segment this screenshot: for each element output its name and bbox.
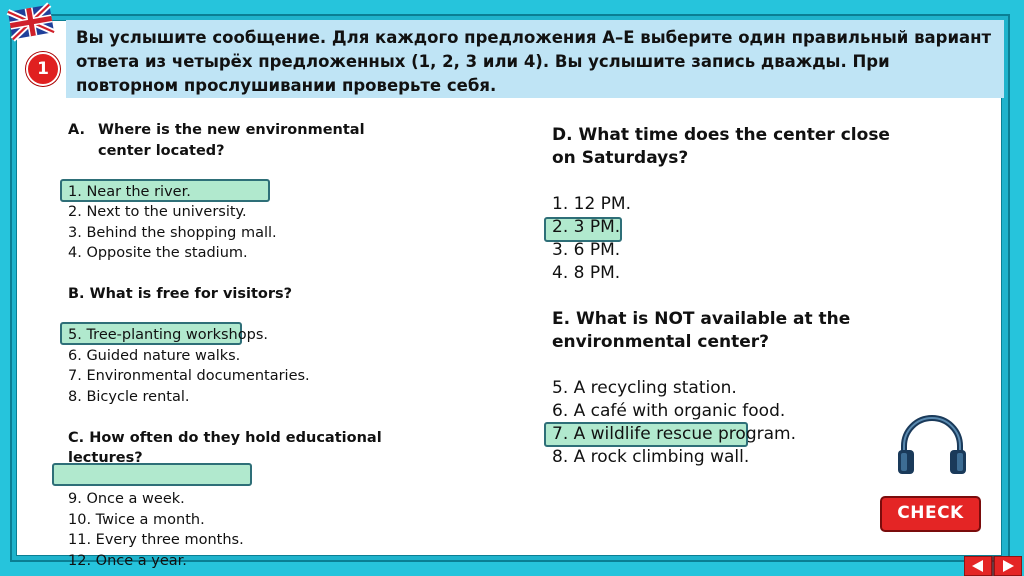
question-c-line1: C. How often do they hold educational	[68, 429, 382, 446]
option-a-2[interactable]: 2. Next to the university.	[68, 204, 247, 220]
option-c-9[interactable]: 9. Once a week.	[68, 491, 185, 507]
option-e-6[interactable]: 6. A café with organic food.	[552, 401, 786, 421]
question-a	[68, 120, 468, 161]
question-e-line2: environmental center?	[552, 332, 770, 352]
question-a-line1: Where is the new environmental	[98, 122, 365, 138]
option-e-7[interactable]: 7. A wildlife rescue program.	[552, 424, 796, 444]
option-e-5[interactable]: 5. A recycling station.	[552, 378, 737, 398]
option-a-1[interactable]: 1. Near the river.	[68, 183, 191, 200]
question-a-letter: A.	[68, 122, 85, 138]
option-d-4[interactable]: 4. 8 PM.	[552, 263, 621, 283]
right-column	[552, 124, 952, 469]
task-number-badge: 1	[26, 52, 60, 86]
option-d-1[interactable]: 1. 12 PM.	[552, 194, 631, 214]
option-d-2[interactable]: 2. 3 PM.	[552, 217, 621, 237]
option-b-8[interactable]: 8. Bicycle rental.	[68, 388, 190, 405]
question-c-line2: lectures?	[68, 450, 143, 466]
question-e-line1: E. What is NOT available at the	[552, 309, 851, 329]
option-d-3[interactable]: 3. 6 PM.	[552, 240, 621, 260]
option-b-5[interactable]: 5. Tree-planting workshops.	[68, 327, 268, 343]
question-a-text	[98, 120, 365, 161]
instruction-header: Вы услышите сообщение. Для каждого предложения А–Е выберите один правильный вариант ответа из четырёх предложенных (1, 2, 3 или 4). Вы услышите запись дважды. При повторном прослушивании проверьте себя.	[66, 20, 1004, 98]
option-b-7[interactable]: 7. Environmental documentaries.	[68, 368, 310, 384]
question-d-line2: on Saturdays?	[552, 148, 689, 168]
option-b-6[interactable]: 6. Guided nature walks.	[68, 347, 241, 364]
option-a-4[interactable]: 4. Opposite the stadium.	[68, 245, 248, 261]
question-b: B. What is free for visitors?	[68, 286, 293, 302]
option-a-3[interactable]: 3. Behind the shopping mall.	[68, 224, 277, 241]
option-c-11[interactable]: 11. Every three months.	[68, 532, 244, 548]
option-c-12[interactable]: 12. Once a year.	[68, 552, 187, 569]
check-button[interactable]: CHECK	[880, 496, 981, 532]
uk-flag-icon	[6, 2, 56, 42]
navigation-arrows	[964, 556, 1022, 576]
headphones-icon[interactable]	[894, 412, 970, 478]
question-a-line2: center located?	[98, 142, 225, 159]
question-d-line1: D. What time does the center close	[552, 125, 890, 145]
option-c-10[interactable]: 10. Twice a month.	[68, 511, 205, 528]
left-column	[68, 120, 468, 571]
option-e-8[interactable]: 8. A rock climbing wall.	[552, 447, 750, 467]
